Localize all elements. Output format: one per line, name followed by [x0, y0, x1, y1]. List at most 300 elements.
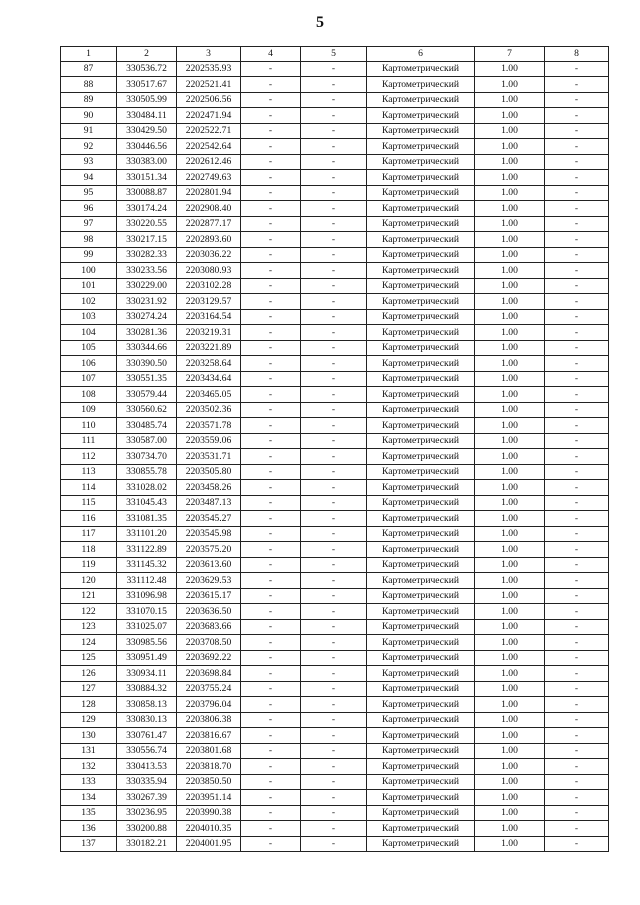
y-coordinate-cell: 2203816.67 — [177, 728, 241, 744]
col5-cell: - — [301, 340, 367, 356]
method-cell: Картометрический — [367, 588, 475, 604]
y-coordinate-cell: 2203850.50 — [177, 774, 241, 790]
x-coordinate-cell: 330236.95 — [117, 805, 177, 821]
y-coordinate-cell: 2203531.71 — [177, 449, 241, 465]
point-number-cell: 121 — [61, 588, 117, 604]
point-number-cell: 120 — [61, 573, 117, 589]
column-header: 4 — [241, 47, 301, 62]
col8-cell: - — [545, 325, 609, 341]
x-coordinate-cell: 330934.11 — [117, 666, 177, 682]
col4-cell: - — [241, 573, 301, 589]
col4-cell: - — [241, 790, 301, 806]
col4-cell: - — [241, 759, 301, 775]
col8-cell: - — [545, 774, 609, 790]
col4-cell: - — [241, 185, 301, 201]
x-coordinate-cell: 330267.39 — [117, 790, 177, 806]
x-coordinate-cell: 331096.98 — [117, 588, 177, 604]
method-cell: Картометрический — [367, 123, 475, 139]
col8-cell: - — [545, 92, 609, 108]
x-coordinate-cell: 330985.56 — [117, 635, 177, 651]
accuracy-cell: 1.00 — [475, 139, 545, 155]
col5-cell: - — [301, 681, 367, 697]
col4-cell: - — [241, 542, 301, 558]
table-row — [61, 743, 609, 759]
col5-cell: - — [301, 263, 367, 279]
col5-cell: - — [301, 836, 367, 852]
x-coordinate-cell: 331045.43 — [117, 495, 177, 511]
col4-cell: - — [241, 464, 301, 480]
x-coordinate-cell: 331101.20 — [117, 526, 177, 542]
point-number-cell: 97 — [61, 216, 117, 232]
y-coordinate-cell: 2203102.28 — [177, 278, 241, 294]
y-coordinate-cell: 2203219.31 — [177, 325, 241, 341]
x-coordinate-cell: 330556.74 — [117, 743, 177, 759]
x-coordinate-cell: 330761.47 — [117, 728, 177, 744]
col4-cell: - — [241, 263, 301, 279]
accuracy-cell: 1.00 — [475, 340, 545, 356]
col4-cell: - — [241, 836, 301, 852]
col8-cell: - — [545, 511, 609, 527]
col8-cell: - — [545, 526, 609, 542]
method-cell: Картометрический — [367, 108, 475, 124]
point-number-cell: 130 — [61, 728, 117, 744]
y-coordinate-cell: 2203801.68 — [177, 743, 241, 759]
accuracy-cell: 1.00 — [475, 278, 545, 294]
point-number-cell: 125 — [61, 650, 117, 666]
x-coordinate-cell: 330505.99 — [117, 92, 177, 108]
col4-cell: - — [241, 325, 301, 341]
x-coordinate-cell: 330734.70 — [117, 449, 177, 465]
method-cell: Картометрический — [367, 480, 475, 496]
col8-cell: - — [545, 139, 609, 155]
table-row — [61, 821, 609, 837]
col5-cell: - — [301, 805, 367, 821]
col4-cell: - — [241, 604, 301, 620]
accuracy-cell: 1.00 — [475, 263, 545, 279]
col8-cell: - — [545, 77, 609, 93]
col8-cell: - — [545, 650, 609, 666]
col5-cell: - — [301, 387, 367, 403]
point-number-cell: 122 — [61, 604, 117, 620]
y-coordinate-cell: 2203502.36 — [177, 402, 241, 418]
y-coordinate-cell: 2203698.84 — [177, 666, 241, 682]
col4-cell: - — [241, 108, 301, 124]
y-coordinate-cell: 2203434.64 — [177, 371, 241, 387]
x-coordinate-cell: 330088.87 — [117, 185, 177, 201]
method-cell: Картометрический — [367, 728, 475, 744]
col8-cell: - — [545, 588, 609, 604]
col8-cell: - — [545, 216, 609, 232]
point-number-cell: 106 — [61, 356, 117, 372]
accuracy-cell: 1.00 — [475, 666, 545, 682]
y-coordinate-cell: 2203806.38 — [177, 712, 241, 728]
x-coordinate-cell: 330390.50 — [117, 356, 177, 372]
y-coordinate-cell: 2203951.14 — [177, 790, 241, 806]
point-number-cell: 132 — [61, 759, 117, 775]
x-coordinate-cell: 330220.55 — [117, 216, 177, 232]
col4-cell: - — [241, 356, 301, 372]
column-header: 2 — [117, 47, 177, 62]
table-row — [61, 542, 609, 558]
method-cell: Картометрический — [367, 309, 475, 325]
col4-cell: - — [241, 666, 301, 682]
method-cell: Картометрический — [367, 619, 475, 635]
method-cell: Картометрический — [367, 294, 475, 310]
table-row — [61, 774, 609, 790]
col8-cell: - — [545, 573, 609, 589]
point-number-cell: 102 — [61, 294, 117, 310]
col8-cell: - — [545, 418, 609, 434]
accuracy-cell: 1.00 — [475, 92, 545, 108]
accuracy-cell: 1.00 — [475, 712, 545, 728]
y-coordinate-cell: 2202521.41 — [177, 77, 241, 93]
accuracy-cell: 1.00 — [475, 495, 545, 511]
method-cell: Картометрический — [367, 356, 475, 372]
col4-cell: - — [241, 247, 301, 263]
table-row — [61, 433, 609, 449]
method-cell: Картометрический — [367, 790, 475, 806]
accuracy-cell: 1.00 — [475, 433, 545, 449]
method-cell: Картометрический — [367, 247, 475, 263]
y-coordinate-cell: 2203818.70 — [177, 759, 241, 775]
col4-cell: - — [241, 495, 301, 511]
table-row — [61, 263, 609, 279]
table-row — [61, 108, 609, 124]
method-cell: Картометрический — [367, 449, 475, 465]
col8-cell: - — [545, 681, 609, 697]
y-coordinate-cell: 2203458.26 — [177, 480, 241, 496]
point-number-cell: 118 — [61, 542, 117, 558]
col4-cell: - — [241, 123, 301, 139]
method-cell: Картометрический — [367, 759, 475, 775]
col8-cell: - — [545, 387, 609, 403]
point-number-cell: 94 — [61, 170, 117, 186]
x-coordinate-cell: 331028.02 — [117, 480, 177, 496]
y-coordinate-cell: 2204010.35 — [177, 821, 241, 837]
x-coordinate-cell: 331081.35 — [117, 511, 177, 527]
table-row — [61, 526, 609, 542]
x-coordinate-cell: 330231.92 — [117, 294, 177, 310]
col8-cell: - — [545, 743, 609, 759]
col4-cell: - — [241, 697, 301, 713]
table-row — [61, 464, 609, 480]
col4-cell: - — [241, 635, 301, 651]
x-coordinate-cell: 330429.50 — [117, 123, 177, 139]
accuracy-cell: 1.00 — [475, 356, 545, 372]
col8-cell: - — [545, 464, 609, 480]
x-coordinate-cell: 330536.72 — [117, 61, 177, 77]
accuracy-cell: 1.00 — [475, 309, 545, 325]
table-row — [61, 604, 609, 620]
y-coordinate-cell: 2202522.71 — [177, 123, 241, 139]
table-row — [61, 666, 609, 682]
col5-cell: - — [301, 154, 367, 170]
y-coordinate-cell: 2203129.57 — [177, 294, 241, 310]
col5-cell: - — [301, 433, 367, 449]
col8-cell: - — [545, 495, 609, 511]
col5-cell: - — [301, 619, 367, 635]
column-header: 7 — [475, 47, 545, 62]
x-coordinate-cell: 331112.48 — [117, 573, 177, 589]
method-cell: Картометрический — [367, 216, 475, 232]
col5-cell: - — [301, 712, 367, 728]
y-coordinate-cell: 2202612.46 — [177, 154, 241, 170]
column-header: 6 — [367, 47, 475, 62]
point-number-cell: 137 — [61, 836, 117, 852]
table-row — [61, 712, 609, 728]
accuracy-cell: 1.00 — [475, 619, 545, 635]
method-cell: Картометрический — [367, 201, 475, 217]
col8-cell: - — [545, 61, 609, 77]
col4-cell: - — [241, 511, 301, 527]
col8-cell: - — [545, 185, 609, 201]
table-row — [61, 728, 609, 744]
column-header: 8 — [545, 47, 609, 62]
point-number-cell: 113 — [61, 464, 117, 480]
x-coordinate-cell: 330587.00 — [117, 433, 177, 449]
accuracy-cell: 1.00 — [475, 728, 545, 744]
table-row — [61, 278, 609, 294]
method-cell: Картометрический — [367, 418, 475, 434]
point-number-cell: 131 — [61, 743, 117, 759]
col5-cell: - — [301, 697, 367, 713]
method-cell: Картометрический — [367, 170, 475, 186]
y-coordinate-cell: 2203636.50 — [177, 604, 241, 620]
col8-cell: - — [545, 635, 609, 651]
point-number-cell: 112 — [61, 449, 117, 465]
col8-cell: - — [545, 557, 609, 573]
method-cell: Картометрический — [367, 495, 475, 511]
accuracy-cell: 1.00 — [475, 836, 545, 852]
method-cell: Картометрический — [367, 92, 475, 108]
accuracy-cell: 1.00 — [475, 511, 545, 527]
col4-cell: - — [241, 774, 301, 790]
method-cell: Картометрический — [367, 681, 475, 697]
y-coordinate-cell: 2203487.13 — [177, 495, 241, 511]
method-cell: Картометрический — [367, 139, 475, 155]
col5-cell: - — [301, 604, 367, 620]
point-number-cell: 128 — [61, 697, 117, 713]
col4-cell: - — [241, 526, 301, 542]
point-number-cell: 110 — [61, 418, 117, 434]
x-coordinate-cell: 330282.33 — [117, 247, 177, 263]
table-row — [61, 790, 609, 806]
table-row — [61, 836, 609, 852]
accuracy-cell: 1.00 — [475, 449, 545, 465]
col8-cell: - — [545, 232, 609, 248]
accuracy-cell: 1.00 — [475, 697, 545, 713]
col5-cell: - — [301, 92, 367, 108]
y-coordinate-cell: 2203575.20 — [177, 542, 241, 558]
col4-cell: - — [241, 619, 301, 635]
y-coordinate-cell: 2203615.17 — [177, 588, 241, 604]
col8-cell: - — [545, 449, 609, 465]
col8-cell: - — [545, 821, 609, 837]
col8-cell: - — [545, 108, 609, 124]
col8-cell: - — [545, 542, 609, 558]
point-number-cell: 89 — [61, 92, 117, 108]
point-number-cell: 111 — [61, 433, 117, 449]
method-cell: Картометрический — [367, 464, 475, 480]
col8-cell: - — [545, 666, 609, 682]
col5-cell: - — [301, 635, 367, 651]
point-number-cell: 101 — [61, 278, 117, 294]
y-coordinate-cell: 2202749.63 — [177, 170, 241, 186]
x-coordinate-cell: 330383.00 — [117, 154, 177, 170]
y-coordinate-cell: 2203708.50 — [177, 635, 241, 651]
y-coordinate-cell: 2203545.27 — [177, 511, 241, 527]
col5-cell: - — [301, 449, 367, 465]
table-row — [61, 635, 609, 651]
table-row — [61, 61, 609, 77]
col5-cell: - — [301, 588, 367, 604]
accuracy-cell: 1.00 — [475, 759, 545, 775]
y-coordinate-cell: 2203683.66 — [177, 619, 241, 635]
table-row — [61, 201, 609, 217]
point-number-cell: 127 — [61, 681, 117, 697]
accuracy-cell: 1.00 — [475, 681, 545, 697]
col5-cell: - — [301, 309, 367, 325]
table-row — [61, 588, 609, 604]
col5-cell: - — [301, 666, 367, 682]
col4-cell: - — [241, 449, 301, 465]
y-coordinate-cell: 2202801.94 — [177, 185, 241, 201]
method-cell: Картометрический — [367, 371, 475, 387]
col8-cell: - — [545, 759, 609, 775]
col8-cell: - — [545, 433, 609, 449]
col4-cell: - — [241, 371, 301, 387]
x-coordinate-cell: 330233.56 — [117, 263, 177, 279]
table-row — [61, 449, 609, 465]
table-row — [61, 232, 609, 248]
point-number-cell: 133 — [61, 774, 117, 790]
col4-cell: - — [241, 805, 301, 821]
col5-cell: - — [301, 77, 367, 93]
col5-cell: - — [301, 573, 367, 589]
accuracy-cell: 1.00 — [475, 821, 545, 837]
y-coordinate-cell: 2202542.64 — [177, 139, 241, 155]
y-coordinate-cell: 2203559.06 — [177, 433, 241, 449]
point-number-cell: 124 — [61, 635, 117, 651]
x-coordinate-cell: 330830.13 — [117, 712, 177, 728]
col8-cell: - — [545, 480, 609, 496]
table-row — [61, 139, 609, 155]
col5-cell: - — [301, 108, 367, 124]
accuracy-cell: 1.00 — [475, 604, 545, 620]
col5-cell: - — [301, 464, 367, 480]
x-coordinate-cell: 330151.34 — [117, 170, 177, 186]
accuracy-cell: 1.00 — [475, 123, 545, 139]
x-coordinate-cell: 330485.74 — [117, 418, 177, 434]
x-coordinate-cell: 330182.21 — [117, 836, 177, 852]
col8-cell: - — [545, 402, 609, 418]
col4-cell: - — [241, 681, 301, 697]
col8-cell: - — [545, 805, 609, 821]
col4-cell: - — [241, 712, 301, 728]
method-cell: Картометрический — [367, 836, 475, 852]
method-cell: Картометрический — [367, 604, 475, 620]
method-cell: Картометрический — [367, 821, 475, 837]
col4-cell: - — [241, 743, 301, 759]
col5-cell: - — [301, 774, 367, 790]
point-number-cell: 93 — [61, 154, 117, 170]
y-coordinate-cell: 2203755.24 — [177, 681, 241, 697]
col8-cell: - — [545, 790, 609, 806]
col5-cell: - — [301, 542, 367, 558]
y-coordinate-cell: 2202877.17 — [177, 216, 241, 232]
method-cell: Картометрический — [367, 263, 475, 279]
table-row — [61, 650, 609, 666]
x-coordinate-cell: 330855.78 — [117, 464, 177, 480]
accuracy-cell: 1.00 — [475, 573, 545, 589]
col5-cell: - — [301, 278, 367, 294]
y-coordinate-cell: 2203221.89 — [177, 340, 241, 356]
x-coordinate-cell: 330274.24 — [117, 309, 177, 325]
col5-cell: - — [301, 557, 367, 573]
col4-cell: - — [241, 433, 301, 449]
y-coordinate-cell: 2203796.04 — [177, 697, 241, 713]
point-number-cell: 99 — [61, 247, 117, 263]
y-coordinate-cell: 2203613.60 — [177, 557, 241, 573]
method-cell: Картометрический — [367, 185, 475, 201]
col5-cell: - — [301, 232, 367, 248]
x-coordinate-cell: 330446.56 — [117, 139, 177, 155]
x-coordinate-cell: 330229.00 — [117, 278, 177, 294]
x-coordinate-cell: 330200.88 — [117, 821, 177, 837]
point-number-cell: 108 — [61, 387, 117, 403]
col5-cell: - — [301, 170, 367, 186]
accuracy-cell: 1.00 — [475, 480, 545, 496]
col8-cell: - — [545, 201, 609, 217]
table-row — [61, 340, 609, 356]
method-cell: Картометрический — [367, 526, 475, 542]
point-number-cell: 91 — [61, 123, 117, 139]
col5-cell: - — [301, 216, 367, 232]
col4-cell: - — [241, 61, 301, 77]
table-row — [61, 216, 609, 232]
table-row — [61, 371, 609, 387]
x-coordinate-cell: 330551.35 — [117, 371, 177, 387]
x-coordinate-cell: 330560.62 — [117, 402, 177, 418]
col8-cell: - — [545, 294, 609, 310]
accuracy-cell: 1.00 — [475, 557, 545, 573]
table-row — [61, 681, 609, 697]
y-coordinate-cell: 2202506.56 — [177, 92, 241, 108]
col5-cell: - — [301, 139, 367, 155]
col8-cell: - — [545, 170, 609, 186]
col8-cell: - — [545, 371, 609, 387]
method-cell: Картометрический — [367, 743, 475, 759]
col4-cell: - — [241, 557, 301, 573]
accuracy-cell: 1.00 — [475, 650, 545, 666]
x-coordinate-cell: 330413.53 — [117, 759, 177, 775]
accuracy-cell: 1.00 — [475, 402, 545, 418]
col5-cell: - — [301, 480, 367, 496]
col8-cell: - — [545, 309, 609, 325]
col4-cell: - — [241, 309, 301, 325]
y-coordinate-cell: 2203258.64 — [177, 356, 241, 372]
column-header: 5 — [301, 47, 367, 62]
col4-cell: - — [241, 92, 301, 108]
col4-cell: - — [241, 480, 301, 496]
col8-cell: - — [545, 604, 609, 620]
method-cell: Картометрический — [367, 340, 475, 356]
point-number-cell: 116 — [61, 511, 117, 527]
col4-cell: - — [241, 340, 301, 356]
y-coordinate-cell: 2203036.22 — [177, 247, 241, 263]
table-header — [61, 47, 609, 62]
col4-cell: - — [241, 402, 301, 418]
